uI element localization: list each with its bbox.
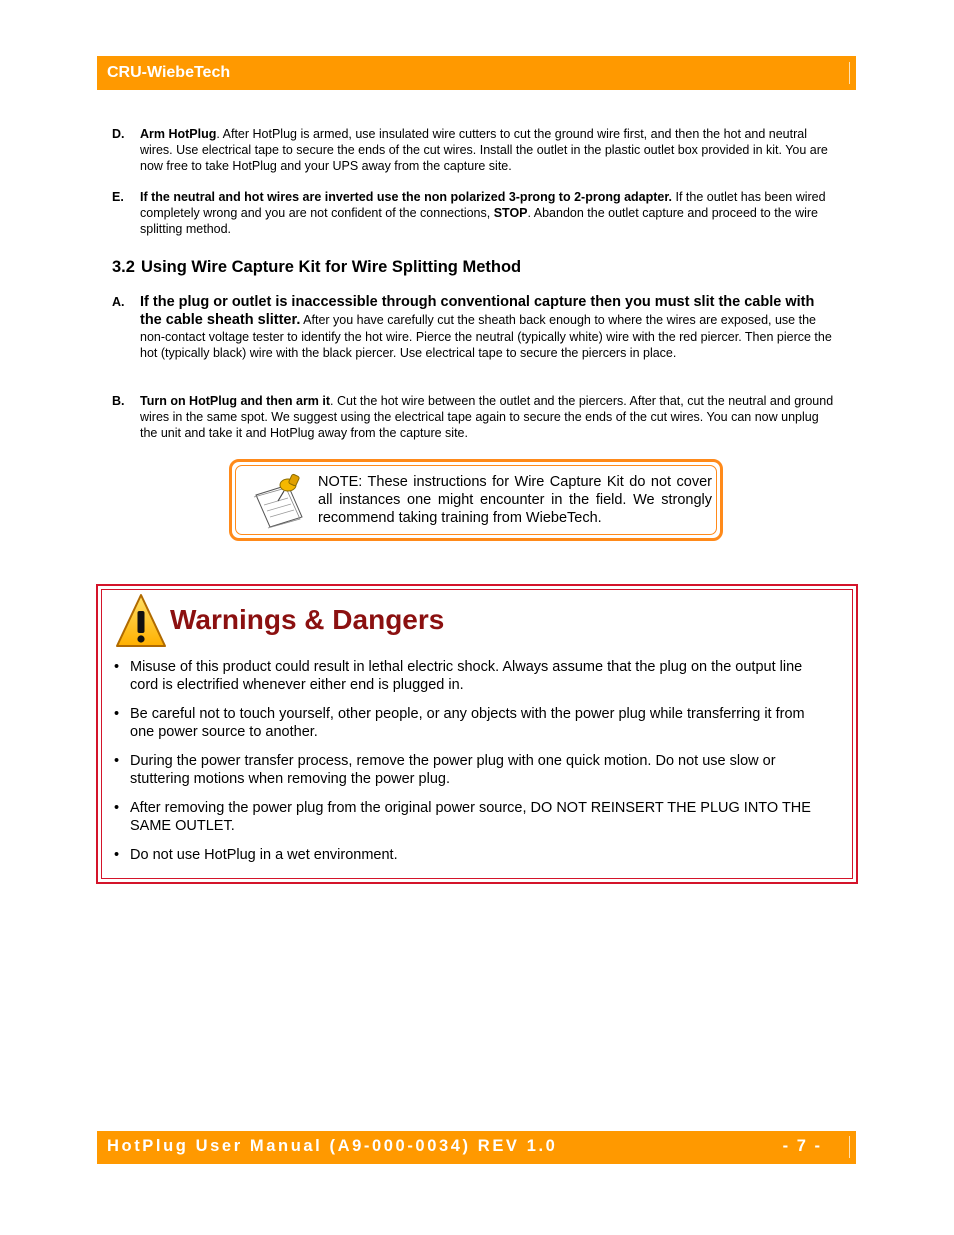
- section-heading: [112, 258, 521, 277]
- warnings-box: [96, 584, 858, 884]
- note-box: [229, 459, 723, 541]
- step-lead: If the neutral and hot wires are inverted use the non polarized 3-prong to 2-prong adapter.: [140, 190, 673, 204]
- step-body: [140, 293, 838, 361]
- step-lead: Turn on HotPlug and then arm it: [140, 394, 331, 408]
- header-brand: CRU-WiebeTech: [107, 64, 231, 81]
- step-text: If the outlet has been wired completely wrong and you are not confident of the connections,: [140, 190, 826, 220]
- footer-title: HotPlug User Manual (A9-000-0034) REV 1.0: [107, 1137, 558, 1155]
- step-d: [112, 126, 838, 174]
- warning-item: • After removing the power plug from the original power source, DO NOT REINSERT THE PLUG INTO THE SAME OUTLET.: [112, 799, 832, 835]
- step-letter: B.: [112, 394, 125, 408]
- step-body: [140, 393, 838, 441]
- warnings-list: [112, 658, 832, 875]
- step-letter: D.: [112, 127, 125, 141]
- step-body: [140, 189, 838, 237]
- note-text: NOTE: These instructions for Wire Capture Kit do not cover all instances one might encounter in the field. We strongly recommend taking training from WiebeTech.: [318, 474, 712, 526]
- step-text: After you have carefully cut the sheath back enough to where the wires are exposed, use the non-contact voltage tester to identify the hot wire. Pierce the neutral (typically white) wire with the red piercer. Then pierce the hot (typically black) wire with the black piercer. Use electrical tape to secure the piercers in place.: [140, 313, 832, 360]
- step-b: [112, 393, 838, 441]
- header-divider: [849, 62, 850, 84]
- step-e: [112, 189, 838, 237]
- warning-item: • Misuse of this product could result in lethal electric shock. Always assume that the plug on the output line cord is electrified whenever either end is plugged in.: [112, 658, 832, 694]
- step-letter: A.: [112, 295, 125, 309]
- section-number: 3.2: [112, 258, 135, 276]
- page-footer-bar: [97, 1131, 856, 1164]
- step-letter: E.: [112, 190, 124, 204]
- section-title-text: Using Wire Capture Kit for Wire Splitting Method: [141, 258, 522, 276]
- warning-triangle-icon: [115, 592, 167, 650]
- step-text: . Cut the hot wire between the outlet and the piercers. After that, cut the neutral and ground wires in the same spot. We suggest using the electrical tape again to secure the ends of the cut wires. You can now unplug the unit and take it and HotPlug away from the capture site.: [140, 394, 834, 440]
- page-header-bar: [97, 56, 856, 90]
- step-text: . After HotPlug is armed, use insulated wire cutters to cut the ground wire first, and then the hot and neutral wires. Use electrical tape to secure the ends of the cut wires. Install the outlet in the plastic outlet box provided in kit. You are now free to take HotPlug and your UPS away from the capture site.: [140, 127, 828, 173]
- step-a: [112, 293, 838, 361]
- step-emphasis: STOP: [493, 206, 528, 220]
- pushpin-note-icon: [248, 471, 310, 529]
- page-number: - 7 -: [782, 1137, 822, 1155]
- step-text: . Abandon the outlet capture and proceed to the wire splitting method.: [140, 206, 819, 236]
- step-body: [140, 126, 838, 174]
- step-lead: Arm HotPlug: [140, 127, 217, 141]
- warning-item: • During the power transfer process, remove the power plug with one quick motion. Do not use slow or stuttering motions when removing the power plug.: [112, 752, 832, 788]
- step-lead: If the plug or outlet is inaccessible through conventional capture then you must slit the cable with the cable sheath slitter.: [140, 294, 815, 328]
- warning-item: • Be careful not to touch yourself, other people, or any objects with the power plug while transferring it from one power source to another.: [112, 705, 832, 741]
- footer-divider: [849, 1136, 850, 1158]
- warnings-title: Warnings & Dangers: [170, 604, 445, 635]
- warning-item: • Do not use HotPlug in a wet environment.: [112, 846, 832, 864]
